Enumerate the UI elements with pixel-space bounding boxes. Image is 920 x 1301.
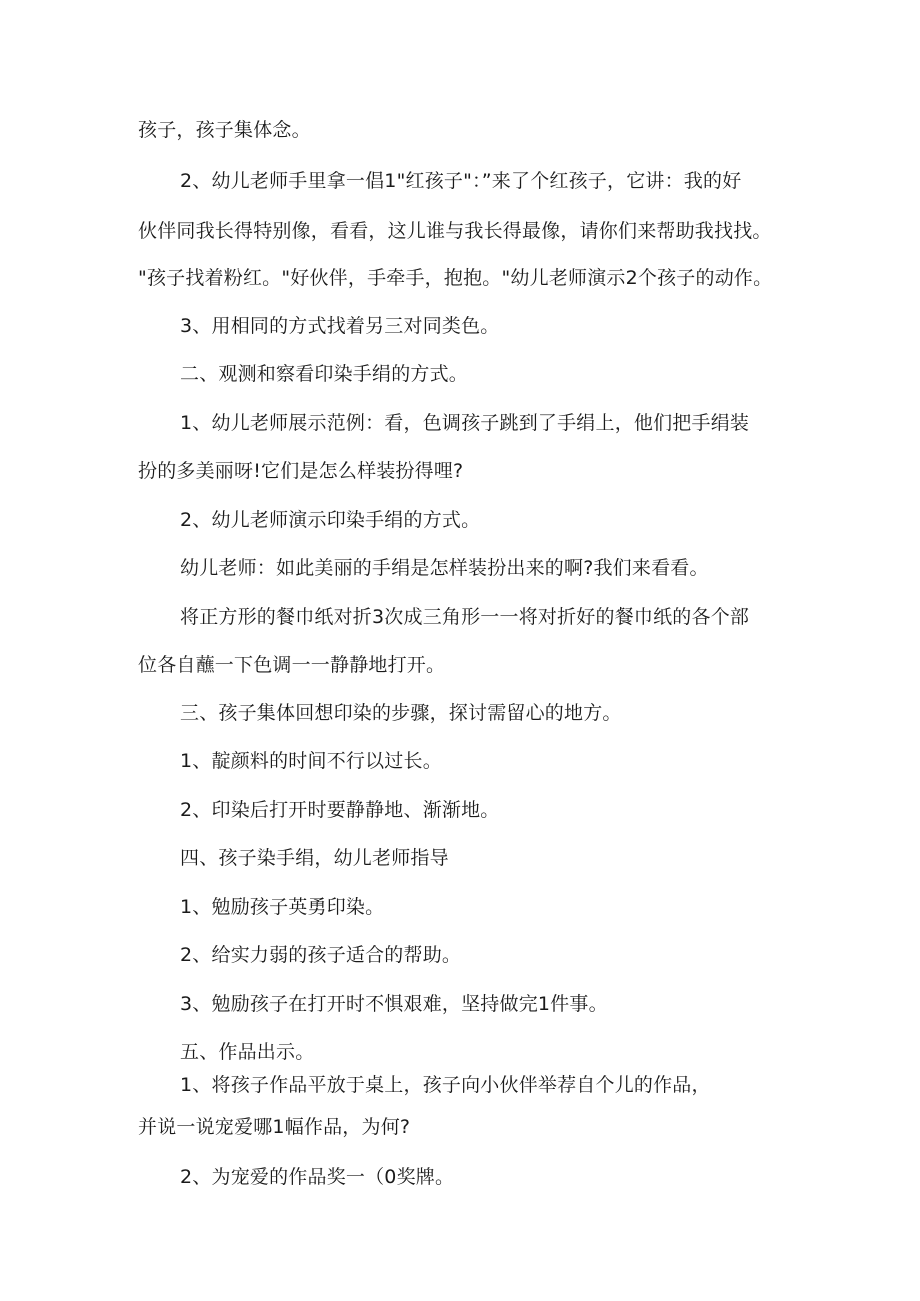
text-line-11: 将正方形的餐巾纸对折3次成三角形一一将对折好的餐巾纸的各个部 (180, 606, 750, 628)
text-line-21: 1、将孩子作品平放于桌上，孩子向小伙伴举荐自个儿的作品， (180, 1074, 711, 1096)
text-line-23: 2、为宠爱的作品奖一（0奖牌。 (180, 1166, 455, 1188)
text-line-18: 2、给实力弱的孩子适合的帮助。 (180, 944, 462, 966)
text-line-4: "孩子找着粉红。"好伙伴，手牵手，抱抱。"幼儿老师演示2个孩子的动作。 (138, 267, 773, 289)
text-line-20: 五、作品出示。 (180, 1041, 315, 1063)
text-line-1: 孩子，孩子集体念。 (138, 119, 311, 141)
text-line-7: 1、幼儿老师展示范例：看，色调孩子跳到了手绢上，他们把手绢装 (180, 412, 750, 434)
text-line-17: 1、勉励孩子英勇印染。 (180, 896, 385, 918)
text-line-2: 2、幼儿老师手里拿一倡1"红孩子"：”来了个红孩子，它讲：我的好 (180, 170, 742, 192)
text-line-14: 1、靛颜料的时间不行以过长。 (180, 750, 442, 772)
text-line-12: 位各自蘸一下色调一一静静地打开。 (138, 654, 446, 676)
text-line-5: 3、用相同的方式找着另三对同类色。 (180, 315, 500, 337)
text-line-6: 二、观测和察看印染手绢的方式。 (180, 363, 469, 385)
text-line-13: 三、孩子集体回想印染的步骤，探讨需留心的地方。 (180, 702, 622, 724)
text-line-3: 伙伴同我长得特别像，看看，这儿谁与我长得最像，请你们来帮助我找找。 (138, 220, 772, 242)
text-line-19: 3、勉励孩子在打开时不惧艰难，坚持做完1件事。 (180, 993, 608, 1015)
text-line-9: 2、幼儿老师演示印染手绢的方式。 (180, 509, 481, 531)
text-line-16: 四、孩子染手绢，幼儿老师指导 (180, 847, 449, 869)
text-line-15: 2、印染后打开时要静静地、渐渐地。 (180, 799, 500, 821)
text-line-8: 扮的多美丽呀!它们是怎么样装扮得哩? (138, 460, 464, 482)
text-line-22: 并说一说宠爱哪1幅作品，为何? (138, 1116, 411, 1138)
text-line-10: 幼儿老师：如此美丽的手绢是怎样装扮出来的啊?我们来看看。 (180, 557, 709, 579)
